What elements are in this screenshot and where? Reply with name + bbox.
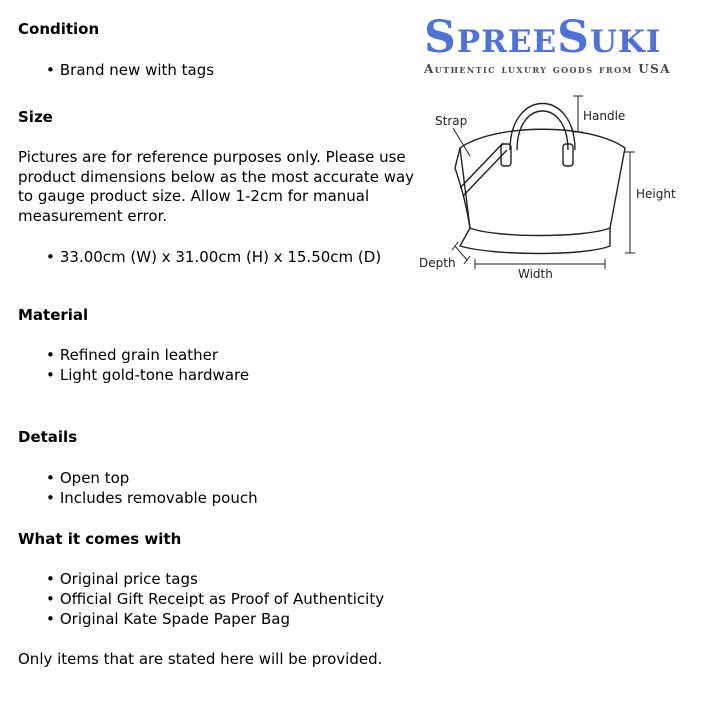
spreesuki-logo <box>424 12 714 76</box>
list-item: • Light gold-tone hardware <box>46 365 249 385</box>
list-item: • Original Kate Spade Paper Bag <box>46 609 384 629</box>
size-note: Pictures are for reference purposes only. Please use product dimensions below as the most accurate way to gauge product size. Allow 1-2cm for manual measurement error. <box>18 148 415 225</box>
material-heading: Material <box>18 306 89 324</box>
strap-label: Strap <box>435 114 468 128</box>
height-label: Height <box>636 187 676 201</box>
details-list <box>46 468 258 508</box>
list-item: • Includes removable pouch <box>46 488 258 508</box>
logo-brand: SpreeSuki <box>424 12 662 63</box>
width-label: Width <box>518 267 553 281</box>
list-item: • Brand new with tags <box>46 60 214 80</box>
condition-list <box>46 60 214 80</box>
comes-with-list <box>46 569 384 629</box>
bag-dimension-diagram <box>415 88 715 288</box>
list-item: • 33.00cm (W) x 31.00cm (H) x 15.50cm (D) <box>46 247 381 267</box>
footer-note: Only items that are stated here will be provided. <box>18 650 383 668</box>
condition-heading: Condition <box>18 20 100 38</box>
handle-label: Handle <box>583 109 626 123</box>
list-item: • Official Gift Receipt as Proof of Authenticity <box>46 589 384 609</box>
size-heading: Size <box>18 108 53 126</box>
details-heading: Details <box>18 428 78 446</box>
material-list <box>46 345 249 385</box>
logo-tagline: Authentic luxury goods from USA <box>424 62 671 76</box>
list-item: • Original price tags <box>46 569 384 589</box>
depth-label: Depth <box>419 256 456 270</box>
list-item: • Refined grain leather <box>46 345 249 365</box>
comes-with-heading: What it comes with <box>18 530 182 548</box>
size-list <box>46 247 381 267</box>
list-item: • Open top <box>46 468 258 488</box>
